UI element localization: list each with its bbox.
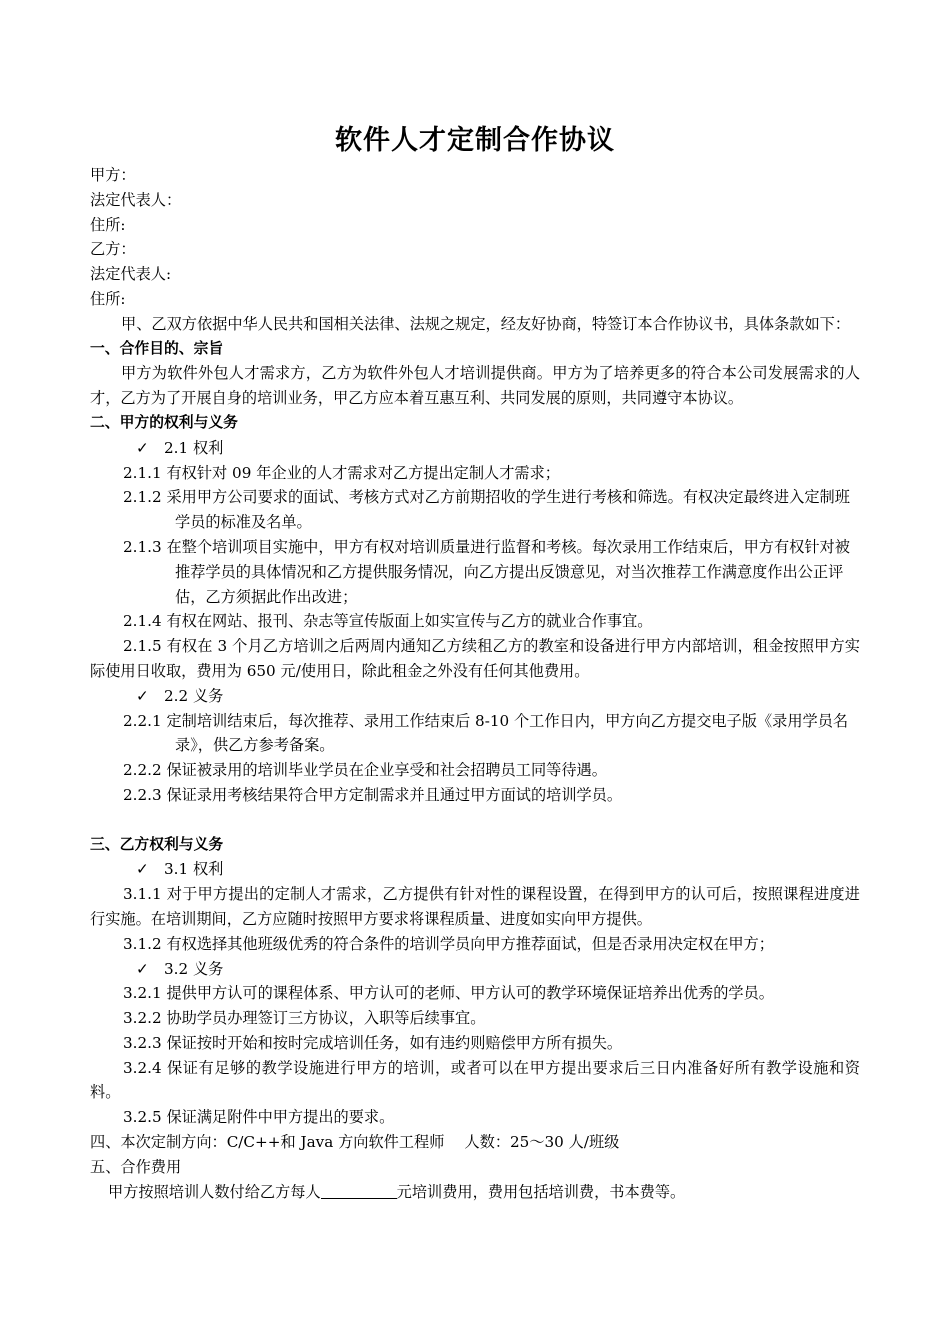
- section-3-heading: 三、乙方权利与义务: [90, 835, 224, 853]
- fee-amount-blank[interactable]: [321, 1182, 397, 1199]
- document-body: [90, 163, 860, 1204]
- check-icon: ✓: [136, 959, 149, 978]
- clause-2-2-1: 2.2.1 定制培训结束后，每次推荐、录用工作结束后 8-10 个工作日内，甲方向乙方提交电子版《录用学员名录》，供乙方参考备案。: [123, 711, 849, 755]
- party-b-label: 乙方：: [90, 240, 136, 259]
- parties-block: [90, 163, 860, 312]
- clause-3-2-4: 3.2.4 保证有足够的教学设施进行甲方的培训，或者可以在甲方提出要求后三日内准备好所有教学设施和资料。: [90, 1058, 860, 1102]
- check-icon: ✓: [136, 438, 149, 457]
- section-3-2-title: 3.2 义务: [164, 959, 224, 978]
- fee-line: [90, 1180, 860, 1205]
- clause-2-1-5: 2.1.5 有权在 3 个月乙方培训之后两周内通知乙方续租乙方的教室和设备进行甲方内部培训，租金按照甲方实际使用日收取，费用为 650 元/使用日，除此租金之外没有任何其他费用。: [90, 637, 860, 680]
- section-1-body: 甲方为软件外包人才需求方，乙方为软件外包人才培训提供商。甲方为了培养更多的符合本公司发展需求的人才，乙方为了开展自身的培训业务，甲乙方应本着互惠互利、共同发展的原则，共同遵守本协议。: [90, 364, 860, 408]
- clause-2-2-3: 2.2.3 保证录用考核结果符合甲方定制需求并且通过甲方面试的培训学员。: [123, 785, 623, 804]
- section-3-2-subheading: [90, 957, 860, 982]
- party-a-label: 甲方：: [90, 166, 136, 184]
- clause-2-2-2: 2.2.2 保证被录用的培训毕业学员在企业享受和社会招聘员工同等待遇。: [123, 761, 607, 780]
- party-a-address-label: 住所:: [90, 215, 126, 234]
- spacer: [90, 808, 860, 833]
- clause-3-1-1: 3.1.1 对于甲方提出的定制人才需求，乙方提供有针对性的课程设置，在得到甲方的认可后，按照课程进度进行实施。在培训期间，乙方应随时按照甲方要求将课程质量、进度如实向甲方提供。: [90, 885, 860, 928]
- section-2-1-subheading: [90, 436, 860, 461]
- section-2-2-title: 2.2 义务: [164, 686, 224, 705]
- clause-2-1-3: 2.1.3 在整个培训项目实施中，甲方有权对培训质量进行监督和考核。每次录用工作结束后，甲方有权针对被推荐学员的具体情况和乙方提供服务情况，向乙方提出反馈意见，对当次推荐工作满意度作出公正评估，乙方须据此作出改进；: [123, 537, 850, 606]
- clause-3-2-5: 3.2.5 保证满足附件中甲方提出的要求。: [123, 1108, 395, 1127]
- section-3-1-title: 3.1 权利: [164, 860, 224, 879]
- section-3-1-subheading: [90, 857, 860, 882]
- section-5-heading: 五、合作费用: [90, 1157, 182, 1176]
- clause-2-1-1: 2.1.1 有权针对 09 年企业的人才需求对乙方提出定制人才需求；: [123, 463, 560, 482]
- section-2-1-title: 2.1 权利: [164, 438, 224, 457]
- clause-3-1-2: 3.1.2 有权选择其他班级优秀的符合条件的培训学员向甲方推荐面试，但是否录用决定权在甲方；: [123, 934, 774, 953]
- check-icon: ✓: [136, 686, 149, 705]
- party-a-representative-label: 法定代表人：: [90, 190, 182, 209]
- section-2-2-subheading: [90, 684, 860, 709]
- section-4-line: 四、本次定制方向：C/C++和 Java 方向软件工程师 人数：25～30 人/班级: [90, 1133, 620, 1152]
- section-1-heading: 一、合作目的、宗旨: [90, 339, 224, 357]
- fee-text-before: 甲方按照培训人数付给乙方每人: [108, 1182, 321, 1201]
- clause-3-2-3: 3.2.3 保证按时开始和按时完成培训任务，如有违约则赔偿甲方所有损失。: [123, 1033, 623, 1052]
- clause-3-2-2: 3.2.2 协助学员办理签订三方协议，入职等后续事宜。: [123, 1009, 486, 1028]
- intro-paragraph: 甲、乙双方依据中华人民共和国相关法律、法规之规定，经友好协商，特签订本合作协议书，具体条款如下：: [121, 314, 850, 333]
- fee-text-after: 元培训费用，费用包括培训费，书本费等。: [396, 1182, 686, 1201]
- check-icon: ✓: [136, 860, 149, 879]
- clause-2-1-2: 2.1.2 采用甲方公司要求的面试、考核方式对乙方前期招收的学生进行考核和筛选。有权决定最终进入定制班学员的标准及名单。: [123, 488, 850, 532]
- clause-2-1-4: 2.1.4 有权在网站、报刊、杂志等宣传版面上如实宣传与乙方的就业合作事宜。: [123, 612, 653, 631]
- section-2-heading: 二、甲方的权利与义务: [90, 413, 238, 431]
- party-b-representative-label: 法定代表人:: [90, 265, 172, 284]
- document-title: 软件人才定制合作协议: [335, 125, 615, 156]
- clause-3-2-1: 3.2.1 提供甲方认可的课程体系、甲方认可的老师、甲方认可的教学环境保证培养出优秀的学员。: [123, 984, 774, 1003]
- party-b-address-label: 住所:: [90, 289, 126, 308]
